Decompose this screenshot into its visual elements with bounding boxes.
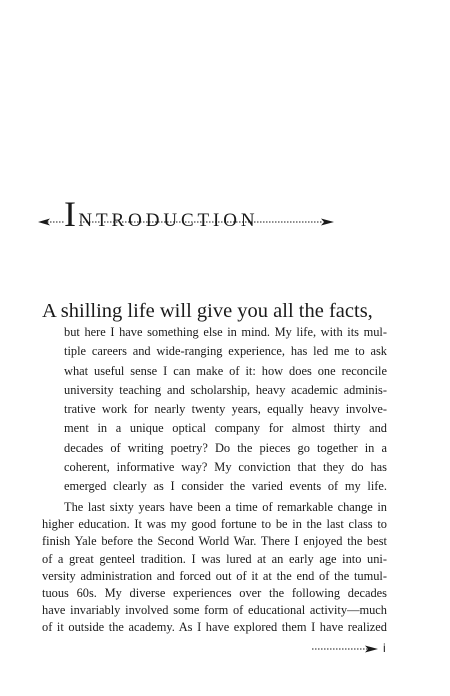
- text-line: finish Yale before the Second World War. There I enjoyed the best: [42, 534, 387, 549]
- text-line: decades of writing poetry? Do the pieces go together in a: [64, 440, 387, 455]
- text-line: coherent, informative way? My conviction that they do has: [64, 460, 387, 475]
- text-line: what useful sense I can make of it: how does one reconcile: [64, 363, 387, 378]
- footer-arrow-icon: [312, 643, 378, 655]
- text-line: university teaching and scholarship, heavy academic adminis-: [64, 382, 387, 397]
- right-arrowhead-icon: [321, 219, 334, 226]
- text-line: tiple careers and wide-ranging experience, has led me to ask: [64, 344, 387, 359]
- lead-line: A shilling life will give you all the facts,: [42, 300, 373, 322]
- text-line: emerged clearly as I consider the varied events of my life.: [64, 479, 387, 494]
- text-line: The last sixty years have been a time of remarkable change in: [64, 500, 387, 514]
- chapter-heading: [38, 196, 334, 236]
- chapter-title-rest: NTRODUCTION: [78, 210, 259, 231]
- paragraph-1: [64, 323, 387, 497]
- text-line: have invariably involved some form of educational activity—much: [42, 603, 387, 618]
- chapter-title-initial: I: [64, 194, 79, 234]
- page-number: i: [383, 641, 386, 655]
- text-line: tuous 60s. My diverse experiences over the following decades: [42, 586, 387, 601]
- text-line: ment in a unique optical company for almost thirty and: [64, 421, 387, 436]
- text-line: versity administration and forced out of it at the end of the tumul-: [42, 568, 387, 583]
- text-line: of it outside the academy. As I have explored them I have realized: [42, 620, 387, 635]
- text-line: of a great genteel tradition. I was lured at an early age into uni-: [42, 551, 387, 566]
- text-line: but here I have something else in mind. My life, with its mul-: [64, 325, 387, 339]
- text-line: trative work for nearly twenty years, equally heavy involve-: [64, 402, 387, 417]
- paragraph-2: [42, 499, 387, 637]
- chapter-title: [64, 196, 259, 232]
- text-line: higher education. It was my good fortune to be in the last class to: [42, 517, 387, 532]
